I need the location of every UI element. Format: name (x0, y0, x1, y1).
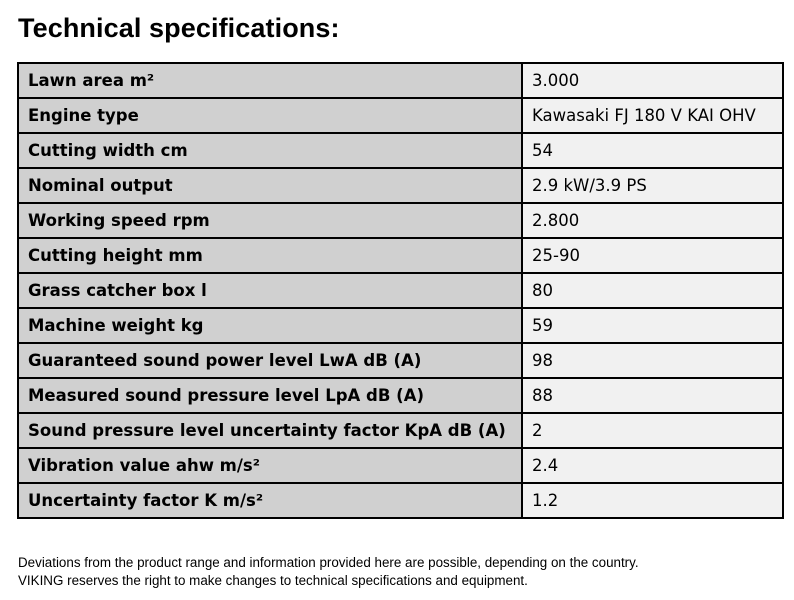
spec-label: Nominal output (18, 168, 522, 203)
table-row (18, 133, 783, 168)
footnote (18, 554, 639, 590)
table-row (18, 273, 783, 308)
page-title: Technical specifications: (18, 13, 340, 43)
spec-label: Cutting height mm (18, 238, 522, 273)
spec-label: Measured sound pressure level LpA dB (A) (18, 378, 522, 413)
spec-value: Kawasaki FJ 180 V KAI OHV (522, 98, 783, 133)
spec-value: 3.000 (522, 63, 783, 98)
spec-table (17, 62, 784, 519)
spec-value: 25-90 (522, 238, 783, 273)
spec-label: Sound pressure level uncertainty factor KpA dB (A) (18, 413, 522, 448)
spec-value: 88 (522, 378, 783, 413)
spec-value: 54 (522, 133, 783, 168)
table-row (18, 448, 783, 483)
table-row (18, 168, 783, 203)
spec-value: 1.2 (522, 483, 783, 518)
spec-label: Engine type (18, 98, 522, 133)
spec-label: Vibration value ahw m/s² (18, 448, 522, 483)
table-row (18, 308, 783, 343)
table-row (18, 343, 783, 378)
spec-label: Guaranteed sound power level LwA dB (A) (18, 343, 522, 378)
footnote-line: VIKING reserves the right to make changes to technical specifications and equipment. (18, 573, 528, 588)
spec-label: Working speed rpm (18, 203, 522, 238)
spec-value: 2.800 (522, 203, 783, 238)
table-row (18, 483, 783, 518)
spec-value: 59 (522, 308, 783, 343)
spec-label: Uncertainty factor K m/s² (18, 483, 522, 518)
spec-value: 98 (522, 343, 783, 378)
table-row (18, 378, 783, 413)
spec-label: Grass catcher box l (18, 273, 522, 308)
footnote-line: Deviations from the product range and information provided here are possible, depending on the country. (18, 555, 639, 570)
table-row (18, 413, 783, 448)
spec-value: 2.4 (522, 448, 783, 483)
spec-value: 2 (522, 413, 783, 448)
table-row (18, 98, 783, 133)
table-row (18, 63, 783, 98)
spec-value: 2.9 kW/3.9 PS (522, 168, 783, 203)
spec-label: Machine weight kg (18, 308, 522, 343)
table-row (18, 238, 783, 273)
table-row (18, 203, 783, 238)
spec-label: Lawn area m² (18, 63, 522, 98)
spec-value: 80 (522, 273, 783, 308)
spec-label: Cutting width cm (18, 133, 522, 168)
